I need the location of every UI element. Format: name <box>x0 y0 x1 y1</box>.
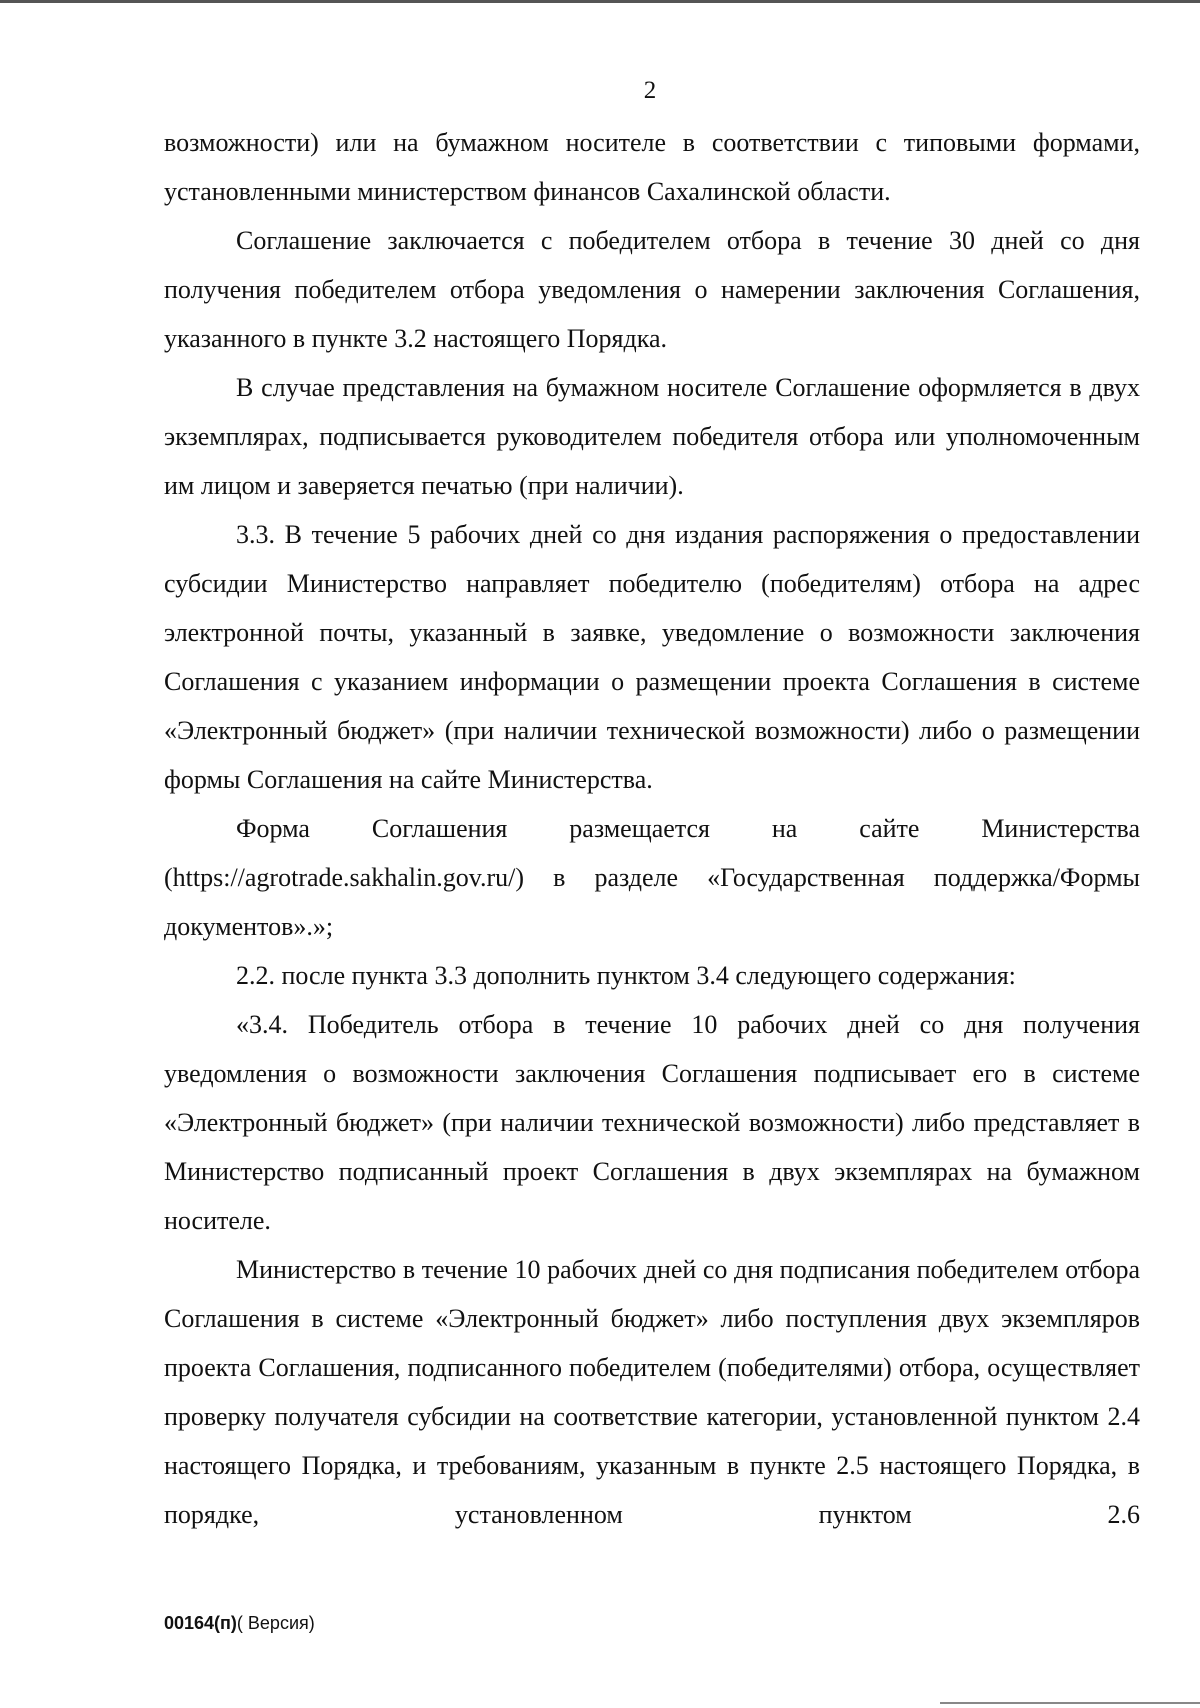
bottom-edge-rule <box>940 1702 1200 1704</box>
paragraph-agreement-term: Соглашение заключается с победителем отбора в течение 30 дней со дня получения победителем отбора уведомления о намерении заключения Соглашения, указанного в пункте 3.2 настоящего Порядка. <box>164 226 1140 353</box>
footer-version: ( Версия) <box>236 1613 315 1633</box>
paragraph-continuation: возможности) или на бумажном носителе в соответствии с типовыми формами, установленными министерством финансов Сахалинской области. <box>164 128 1140 206</box>
document-body <box>164 118 1140 1539</box>
paragraph-2-2: 2.2. после пункта 3.3 дополнить пунктом 3.4 следующего содержания: <box>236 961 1016 990</box>
footer-doc-number: 00164(п) <box>164 1613 237 1633</box>
page-number: 2 <box>643 77 657 104</box>
paragraph-ministry-check: Министерство в течение 10 рабочих дней со дня подписания победителем отбора Соглашения в системе «Электронный бюджет» либо поступления двух экземпляров проекта Соглашения, подписанного победителем (победителями) отбора, осуществляет проверку получателя субсидии на соответствие категории, установленной пунктом 2.4 настоящего Порядка, и требованиям, указанным в пункте 2.5 настоящего Порядка, в порядке, установленном пунктом 2.6 <box>164 1255 1140 1529</box>
paragraph-3-4: «3.4. Победитель отбора в течение 10 рабочих дней со дня получения уведомления о возможности заключения Соглашения подписывает его в системе «Электронный бюджет» (при наличии технической возможности) либо представляет в Министерство подписанный проект Соглашения в двух экземплярах на бумажном носителе. <box>164 1010 1140 1235</box>
top-edge-rule <box>0 0 1200 3</box>
paragraph-paper-copies: В случае представления на бумажном носителе Соглашение оформляется в двух экземплярах, подписывается руководителем победителя отбора или уполномоченным им лицом и заверяется печатью (при наличии). <box>164 373 1140 500</box>
paragraph-3-3: 3.3. В течение 5 рабочих дней со дня издания распоряжения о предоставлении субсидии Министерство направляет победителю (победителям) отбора на адрес электронной почты, указанный в заявке, уведомление о возможности заключения Соглашения с указанием информации о размещении проекта Соглашения в системе «Электронный бюджет» (при наличии технической возможности) либо о размещении формы Соглашения на сайте Министерства. <box>164 520 1140 794</box>
document-footer-code <box>164 1612 315 1634</box>
paragraph-form-location: Форма Соглашения размещается на сайте Министерства (https://agrotrade.sakhalin.gov.ru/) в разделе «Государственная поддержка/Формы документов».»; <box>164 814 1140 941</box>
